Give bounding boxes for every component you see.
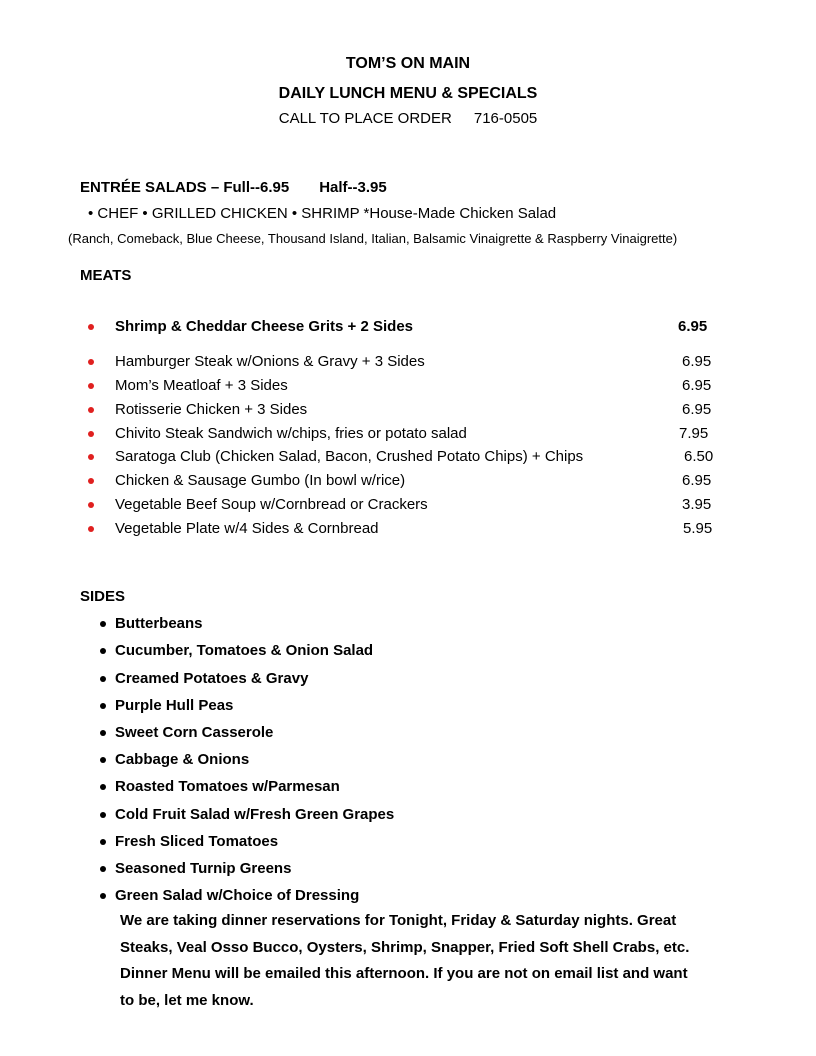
bullet-icon	[100, 757, 106, 763]
side-item-label: Green Salad w/Choice of Dressing	[115, 887, 360, 904]
call-label: CALL TO PLACE ORDER	[278, 110, 452, 127]
bullet-icon	[88, 526, 94, 532]
salads-half-price: Half--3.95	[319, 179, 387, 196]
meat-item-price: 6.95	[682, 472, 712, 489]
meat-item	[88, 401, 728, 423]
meats-heading: MEATS	[80, 267, 132, 284]
bullet-icon	[88, 324, 94, 330]
note-line: We are taking dinner reservations for Tonight, Friday & Saturday nights. Great	[120, 912, 677, 929]
meat-item-price: 7.95	[679, 425, 709, 442]
side-item-label: Cabbage & Onions	[115, 751, 250, 768]
side-item-label: Cold Fruit Salad w/Fresh Green Grapes	[115, 806, 395, 823]
meat-item	[88, 472, 728, 494]
meat-item-name: Vegetable Plate w/4 Sides & Cornbread	[115, 520, 379, 537]
bullet-icon	[100, 866, 106, 872]
meat-item-name: Hamburger Steak w/Onions & Gravy + 3 Sides	[115, 353, 425, 370]
salads-full-price: ENTRÉE SALADS – Full--6.95	[80, 179, 290, 196]
meat-item-price: 3.95	[682, 496, 712, 513]
bullet-icon	[100, 839, 106, 845]
meat-item	[88, 377, 728, 399]
meat-item-price: 6.95	[682, 377, 712, 394]
meat-item-name: Rotisserie Chicken + 3 Sides	[115, 401, 308, 418]
bullet-icon	[88, 407, 94, 413]
meat-item	[88, 425, 728, 447]
side-item-label: Cucumber, Tomatoes & Onion Salad	[115, 642, 374, 659]
note-line: Dinner Menu will be emailed this afternoon. If you are not on email list and want	[120, 965, 688, 982]
call-to-order-line	[0, 110, 816, 127]
bullet-icon	[100, 676, 106, 682]
side-item-label: Sweet Corn Casserole	[115, 724, 274, 741]
bullet-icon	[100, 784, 106, 790]
bullet-icon	[100, 893, 106, 899]
meat-item	[88, 353, 728, 375]
side-item-label: Creamed Potatoes & Gravy	[115, 670, 309, 687]
phone-number: 716-0505	[473, 110, 538, 127]
note-line: to be, let me know.	[120, 991, 254, 1009]
meat-item-name: Shrimp & Cheddar Cheese Grits + 2 Sides	[115, 318, 414, 335]
bullet-icon	[88, 502, 94, 508]
meat-item-name: Chicken & Sausage Gumbo (In bowl w/rice)	[115, 472, 406, 489]
bullet-icon	[100, 703, 106, 709]
bullet-icon	[100, 621, 106, 627]
bullet-icon	[88, 383, 94, 389]
side-item-label: Fresh Sliced Tomatoes	[115, 833, 279, 850]
bullet-icon	[88, 359, 94, 365]
bullet-icon	[100, 812, 106, 818]
bullet-icon	[88, 478, 94, 484]
side-item-label: Butterbeans	[115, 615, 203, 632]
meat-item-name: Chivito Steak Sandwich w/chips, fries or potato salad	[115, 425, 467, 442]
meat-item	[88, 448, 728, 470]
meat-item	[88, 496, 728, 518]
meat-item	[88, 318, 728, 340]
note-line: Steaks, Veal Osso Bucco, Oysters, Shrimp, Snapper, Fried Soft Shell Crabs, etc.	[120, 938, 690, 956]
salads-heading	[80, 179, 387, 196]
bullet-icon	[88, 431, 94, 437]
dinner-reservation-note	[120, 908, 780, 1014]
meat-item-price: 6.50	[684, 448, 714, 465]
meat-item-name: Saratoga Club (Chicken Salad, Bacon, Crushed Potato Chips) + Chips	[115, 448, 584, 465]
restaurant-name: TOM’S ON MAIN	[345, 55, 471, 72]
meat-item-price: 6.95	[682, 401, 712, 418]
meat-item-price: 6.95	[678, 318, 708, 335]
salads-dressings: (Ranch, Comeback, Blue Cheese, Thousand Island, Italian, Balsamic Vinaigrette & Raspberry Vinaigrette)	[68, 231, 678, 246]
meat-item-price: 5.95	[683, 520, 713, 537]
bullet-icon	[100, 730, 106, 736]
sides-heading: SIDES	[80, 588, 126, 605]
side-item-label: Roasted Tomatoes w/Parmesan	[115, 778, 340, 795]
bullet-icon	[100, 648, 106, 654]
meat-item	[88, 520, 728, 542]
bullet-icon	[88, 454, 94, 460]
meat-item-name: Mom’s Meatloaf + 3 Sides	[115, 377, 288, 394]
menu-title: DAILY LUNCH MENU & SPECIALS	[278, 85, 538, 102]
meat-item-price: 6.95	[682, 353, 712, 370]
side-item-label: Seasoned Turnip Greens	[115, 860, 292, 877]
side-item-label: Purple Hull Peas	[115, 697, 234, 714]
salads-items-line: • CHEF • GRILLED CHICKEN • SHRIMP *House-Made Chicken Salad	[88, 205, 557, 222]
meat-item-name: Vegetable Beef Soup w/Cornbread or Crackers	[115, 496, 428, 513]
